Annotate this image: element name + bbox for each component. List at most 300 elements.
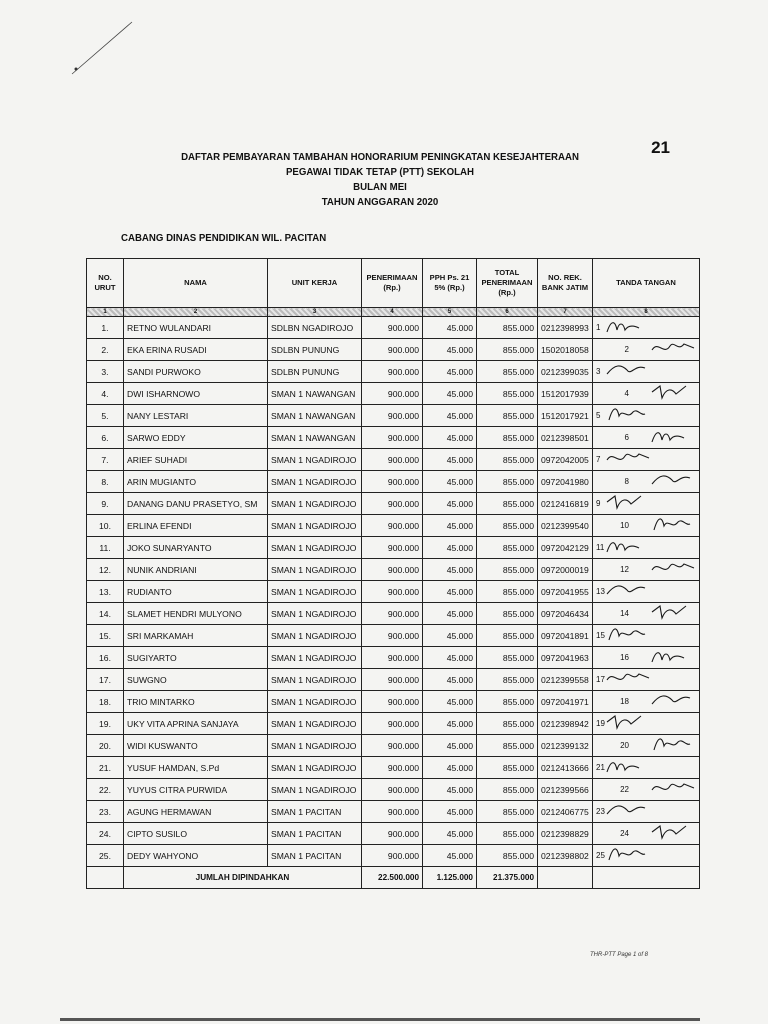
table-row	[87, 383, 700, 405]
row-nama: UKY VITA APRINA SANJAYA	[124, 713, 268, 735]
row-pph: 45.000	[423, 559, 477, 581]
row-nama: SANDI PURWOKO	[124, 361, 268, 383]
row-penerimaan: 900.000	[362, 405, 423, 427]
table-body	[87, 317, 700, 867]
total-spacer	[593, 867, 700, 889]
column-index: 7	[538, 308, 593, 317]
signature-number: 10	[620, 521, 629, 530]
signature-cell	[593, 537, 700, 559]
row-number: 23.	[87, 801, 124, 823]
total-label: JUMLAH DIPINDAHKAN	[124, 867, 362, 889]
row-rekening: 0212398829	[538, 823, 593, 845]
row-nama: TRIO MINTARKO	[124, 691, 268, 713]
row-number: 11.	[87, 537, 124, 559]
row-total: 855.000	[477, 317, 538, 339]
table-row	[87, 713, 700, 735]
row-nama: SUWGNO	[124, 669, 268, 691]
row-total: 855.000	[477, 471, 538, 493]
row-total: 855.000	[477, 735, 538, 757]
row-unit-kerja: SDLBN PUNUNG	[268, 361, 362, 383]
table-row	[87, 801, 700, 823]
row-number: 1.	[87, 317, 124, 339]
row-number: 6.	[87, 427, 124, 449]
row-number: 14.	[87, 603, 124, 625]
row-pph: 45.000	[423, 493, 477, 515]
row-total: 855.000	[477, 383, 538, 405]
column-index: 2	[124, 308, 268, 317]
column-index: 8	[593, 308, 700, 317]
row-rekening: 0212416819	[538, 493, 593, 515]
row-nama: SRI MARKAMAH	[124, 625, 268, 647]
row-nama: EKA ERINA RUSADI	[124, 339, 268, 361]
row-number: 10.	[87, 515, 124, 537]
pen-stroke-mark	[70, 18, 140, 78]
row-rekening: 0972041971	[538, 691, 593, 713]
row-number: 4.	[87, 383, 124, 405]
table-row	[87, 779, 700, 801]
row-rekening: 1512017939	[538, 383, 593, 405]
handwritten-signature	[605, 846, 651, 864]
signature-cell	[593, 515, 700, 537]
row-pph: 45.000	[423, 405, 477, 427]
row-penerimaan: 900.000	[362, 845, 423, 867]
row-penerimaan: 900.000	[362, 339, 423, 361]
row-rekening: 0212399132	[538, 735, 593, 757]
row-nama: CIPTO SUSILO	[124, 823, 268, 845]
handwritten-signature	[605, 758, 651, 776]
total-pph: 1.125.000	[423, 867, 477, 889]
row-nama: ARIEF SUHADI	[124, 449, 268, 471]
signature-cell	[593, 823, 700, 845]
handwritten-signature	[605, 802, 651, 820]
row-total: 855.000	[477, 427, 538, 449]
table-row	[87, 405, 700, 427]
header-no-rek: NO. REK. BANK JATIM	[538, 259, 593, 308]
row-rekening: 0972041963	[538, 647, 593, 669]
table-row	[87, 691, 700, 713]
row-nama: YUSUF HAMDAN, S.Pd	[124, 757, 268, 779]
handwritten-signature	[650, 340, 696, 358]
table-row	[87, 669, 700, 691]
row-pph: 45.000	[423, 735, 477, 757]
signature-number: 2	[624, 345, 629, 354]
row-nama: WIDI KUSWANTO	[124, 735, 268, 757]
row-nama: ARIN MUGIANTO	[124, 471, 268, 493]
row-rekening: 0972041980	[538, 471, 593, 493]
signature-number: 9	[596, 499, 601, 508]
row-penerimaan: 900.000	[362, 581, 423, 603]
handwritten-signature	[605, 626, 651, 644]
row-penerimaan: 900.000	[362, 537, 423, 559]
handwritten-signature	[605, 406, 651, 424]
signature-number: 20	[620, 741, 629, 750]
handwritten-signature	[650, 384, 696, 402]
row-nama: SUGIYARTO	[124, 647, 268, 669]
row-penerimaan: 900.000	[362, 559, 423, 581]
row-pph: 45.000	[423, 361, 477, 383]
signature-number: 4	[624, 389, 629, 398]
row-rekening: 0212398993	[538, 317, 593, 339]
row-penerimaan: 900.000	[362, 471, 423, 493]
row-number: 9.	[87, 493, 124, 515]
row-unit-kerja: SDLBN NGADIROJO	[268, 317, 362, 339]
row-number: 25.	[87, 845, 124, 867]
row-unit-kerja: SDLBN PUNUNG	[268, 339, 362, 361]
table-row	[87, 493, 700, 515]
row-penerimaan: 900.000	[362, 317, 423, 339]
table-row	[87, 361, 700, 383]
row-total: 855.000	[477, 515, 538, 537]
row-nama: AGUNG HERMAWAN	[124, 801, 268, 823]
row-total: 855.000	[477, 691, 538, 713]
header-no-urut: NO. URUT	[87, 259, 124, 308]
signature-number: 1	[596, 323, 601, 332]
row-rekening: 0972042005	[538, 449, 593, 471]
row-number: 22.	[87, 779, 124, 801]
table-row	[87, 427, 700, 449]
row-unit-kerja: SMAN 1 NAWANGAN	[268, 405, 362, 427]
total-penerimaan: 22.500.000	[362, 867, 423, 889]
row-unit-kerja: SMAN 1 NGADIROJO	[268, 449, 362, 471]
row-penerimaan: 900.000	[362, 647, 423, 669]
row-unit-kerja: SMAN 1 NAWANGAN	[268, 427, 362, 449]
row-unit-kerja: SMAN 1 PACITAN	[268, 845, 362, 867]
signature-cell	[593, 317, 700, 339]
row-rekening: 0212399558	[538, 669, 593, 691]
handwritten-signature	[605, 670, 651, 688]
row-penerimaan: 900.000	[362, 779, 423, 801]
row-penerimaan: 900.000	[362, 361, 423, 383]
row-nama: NANY LESTARI	[124, 405, 268, 427]
signature-number: 18	[620, 697, 629, 706]
header-nama: NAMA	[124, 259, 268, 308]
row-rekening: 0212399540	[538, 515, 593, 537]
row-pph: 45.000	[423, 647, 477, 669]
signature-number: 5	[596, 411, 601, 420]
header-unit-kerja: UNIT KERJA	[268, 259, 362, 308]
row-penerimaan: 900.000	[362, 383, 423, 405]
row-pph: 45.000	[423, 757, 477, 779]
table-row	[87, 339, 700, 361]
row-pph: 45.000	[423, 691, 477, 713]
footer-page-reference: THR-PTT Page 1 of 8	[590, 952, 649, 958]
row-total: 855.000	[477, 493, 538, 515]
row-number: 13.	[87, 581, 124, 603]
header-pph: PPH Ps. 21 5% (Rp.)	[423, 259, 477, 308]
row-rekening: 0212399566	[538, 779, 593, 801]
signature-cell	[593, 801, 700, 823]
row-rekening: 1512017921	[538, 405, 593, 427]
table-row	[87, 647, 700, 669]
signature-cell	[593, 779, 700, 801]
row-rekening: 0212406775	[538, 801, 593, 823]
table-row	[87, 559, 700, 581]
row-pph: 45.000	[423, 537, 477, 559]
table-row	[87, 823, 700, 845]
header-tanda-tangan: TANDA TANGAN	[593, 259, 700, 308]
row-penerimaan: 900.000	[362, 625, 423, 647]
row-rekening: 0212398501	[538, 427, 593, 449]
row-unit-kerja: SMAN 1 NGADIROJO	[268, 471, 362, 493]
row-rekening: 0972042129	[538, 537, 593, 559]
signature-cell	[593, 493, 700, 515]
row-unit-kerja: SMAN 1 NGADIROJO	[268, 713, 362, 735]
payment-table	[86, 258, 700, 889]
row-penerimaan: 900.000	[362, 801, 423, 823]
row-unit-kerja: SMAN 1 NGADIROJO	[268, 537, 362, 559]
row-unit-kerja: SMAN 1 NGADIROJO	[268, 559, 362, 581]
row-number: 20.	[87, 735, 124, 757]
row-total: 855.000	[477, 845, 538, 867]
row-penerimaan: 900.000	[362, 603, 423, 625]
row-penerimaan: 900.000	[362, 823, 423, 845]
total-row	[87, 867, 700, 889]
column-index: 4	[362, 308, 423, 317]
row-nama: YUYUS CITRA PURWIDA	[124, 779, 268, 801]
row-number: 3.	[87, 361, 124, 383]
signature-number: 24	[620, 829, 629, 838]
row-total: 855.000	[477, 361, 538, 383]
column-index: 3	[268, 308, 362, 317]
row-nama: RETNO WULANDARI	[124, 317, 268, 339]
row-number: 17.	[87, 669, 124, 691]
row-pph: 45.000	[423, 603, 477, 625]
header-penerimaan: PENERIMAAN (Rp.)	[362, 259, 423, 308]
row-pph: 45.000	[423, 845, 477, 867]
row-rekening: 0972000019	[538, 559, 593, 581]
row-nama: SARWO EDDY	[124, 427, 268, 449]
handwritten-signature	[650, 604, 696, 622]
signature-cell	[593, 625, 700, 647]
row-number: 8.	[87, 471, 124, 493]
row-unit-kerja: SMAN 1 PACITAN	[268, 823, 362, 845]
signature-cell	[593, 471, 700, 493]
row-penerimaan: 900.000	[362, 669, 423, 691]
title-line: DAFTAR PEMBAYARAN TAMBAHAN HONORARIUM PENINGKATAN KESEJAHTERAAN	[181, 151, 579, 163]
table-row	[87, 603, 700, 625]
row-total: 855.000	[477, 823, 538, 845]
signature-number: 7	[596, 455, 601, 464]
handwritten-signature	[650, 472, 696, 490]
table-row	[87, 735, 700, 757]
document-title	[150, 150, 610, 210]
row-penerimaan: 900.000	[362, 691, 423, 713]
table-row	[87, 537, 700, 559]
signature-number: 8	[624, 477, 629, 486]
title-line: TAHUN ANGGARAN 2020	[321, 196, 439, 208]
row-unit-kerja: SMAN 1 NGADIROJO	[268, 779, 362, 801]
table-header-row	[87, 259, 700, 308]
row-pph: 45.000	[423, 427, 477, 449]
row-unit-kerja: SMAN 1 NGADIROJO	[268, 669, 362, 691]
table-row	[87, 845, 700, 867]
handwritten-signature	[650, 428, 696, 446]
signature-cell	[593, 669, 700, 691]
row-rekening: 0212413666	[538, 757, 593, 779]
total-spacer	[87, 867, 124, 889]
handwritten-signature	[605, 450, 651, 468]
signature-number: 19	[596, 719, 605, 728]
row-unit-kerja: SMAN 1 NGADIROJO	[268, 493, 362, 515]
row-total: 855.000	[477, 669, 538, 691]
row-rekening: 0972041891	[538, 625, 593, 647]
table-row	[87, 625, 700, 647]
row-penerimaan: 900.000	[362, 449, 423, 471]
row-nama: DWI ISHARNOWO	[124, 383, 268, 405]
row-unit-kerja: SMAN 1 NGADIROJO	[268, 735, 362, 757]
row-penerimaan: 900.000	[362, 515, 423, 537]
column-index: 6	[477, 308, 538, 317]
row-unit-kerja: SMAN 1 NGADIROJO	[268, 581, 362, 603]
row-total: 855.000	[477, 405, 538, 427]
row-penerimaan: 900.000	[362, 713, 423, 735]
signature-cell	[593, 427, 700, 449]
row-total: 855.000	[477, 647, 538, 669]
signature-cell	[593, 383, 700, 405]
row-rekening: 0212399035	[538, 361, 593, 383]
row-number: 15.	[87, 625, 124, 647]
handwritten-signature	[605, 714, 651, 732]
row-rekening: 0212398942	[538, 713, 593, 735]
signature-cell	[593, 339, 700, 361]
total-total: 21.375.000	[477, 867, 538, 889]
row-pph: 45.000	[423, 779, 477, 801]
signature-number: 13	[596, 587, 605, 596]
total-spacer	[538, 867, 593, 889]
signature-cell	[593, 757, 700, 779]
row-nama: DEDY WAHYONO	[124, 845, 268, 867]
row-pph: 45.000	[423, 383, 477, 405]
row-rekening: 0972041955	[538, 581, 593, 603]
row-nama: JOKO SUNARYANTO	[124, 537, 268, 559]
row-pph: 45.000	[423, 339, 477, 361]
handwritten-signature	[650, 516, 696, 534]
signature-cell	[593, 735, 700, 757]
handwritten-signature	[605, 538, 651, 556]
column-index-row	[87, 308, 700, 317]
handwritten-signature	[605, 494, 651, 512]
row-unit-kerja: SMAN 1 NGADIROJO	[268, 515, 362, 537]
row-rekening: 1502018058	[538, 339, 593, 361]
row-total: 855.000	[477, 537, 538, 559]
signature-number: 6	[624, 433, 629, 442]
table-row	[87, 317, 700, 339]
page-number: 21	[651, 138, 670, 157]
signature-number: 22	[620, 785, 629, 794]
row-pph: 45.000	[423, 801, 477, 823]
signature-number: 17	[596, 675, 605, 684]
title-line: PEGAWAI TIDAK TETAP (PTT) SEKOLAH	[285, 166, 475, 178]
row-nama: RUDIANTO	[124, 581, 268, 603]
column-index: 5	[423, 308, 477, 317]
signature-cell	[593, 449, 700, 471]
row-unit-kerja: SMAN 1 NGADIROJO	[268, 647, 362, 669]
signature-number: 12	[620, 565, 629, 574]
row-nama: NUNIK ANDRIANI	[124, 559, 268, 581]
row-total: 855.000	[477, 757, 538, 779]
row-pph: 45.000	[423, 449, 477, 471]
handwritten-signature	[605, 318, 651, 336]
signature-number: 15	[596, 631, 605, 640]
row-unit-kerja: SMAN 1 NGADIROJO	[268, 691, 362, 713]
signature-cell	[593, 691, 700, 713]
row-number: 7.	[87, 449, 124, 471]
table-row	[87, 471, 700, 493]
table-row	[87, 449, 700, 471]
row-pph: 45.000	[423, 625, 477, 647]
row-total: 855.000	[477, 779, 538, 801]
signature-cell	[593, 603, 700, 625]
row-pph: 45.000	[423, 471, 477, 493]
row-number: 16.	[87, 647, 124, 669]
row-penerimaan: 900.000	[362, 493, 423, 515]
row-number: 2.	[87, 339, 124, 361]
handwritten-signature	[650, 648, 696, 666]
row-penerimaan: 900.000	[362, 735, 423, 757]
row-pph: 45.000	[423, 515, 477, 537]
handwritten-signature	[650, 560, 696, 578]
row-nama: SLAMET HENDRI MULYONO	[124, 603, 268, 625]
row-total: 855.000	[477, 713, 538, 735]
handwritten-signature	[650, 736, 696, 754]
column-index: 1	[87, 308, 124, 317]
header-total-penerimaan: TOTAL PENERIMAAN (Rp.)	[477, 259, 538, 308]
row-penerimaan: 900.000	[362, 757, 423, 779]
table-row	[87, 515, 700, 537]
handwritten-signature	[605, 362, 651, 380]
handwritten-signature	[650, 824, 696, 842]
row-number: 18.	[87, 691, 124, 713]
signature-cell	[593, 647, 700, 669]
scan-edge-strip	[60, 1018, 700, 1021]
row-unit-kerja: SMAN 1 NGADIROJO	[268, 603, 362, 625]
title-line: BULAN MEI	[353, 181, 407, 193]
row-total: 855.000	[477, 603, 538, 625]
signature-cell	[593, 559, 700, 581]
row-total: 855.000	[477, 581, 538, 603]
row-number: 5.	[87, 405, 124, 427]
row-total: 855.000	[477, 559, 538, 581]
row-unit-kerja: SMAN 1 PACITAN	[268, 801, 362, 823]
row-unit-kerja: SMAN 1 NGADIROJO	[268, 625, 362, 647]
signature-number: 3	[596, 367, 601, 376]
row-rekening: 0212398802	[538, 845, 593, 867]
row-number: 12.	[87, 559, 124, 581]
row-total: 855.000	[477, 449, 538, 471]
handwritten-signature	[605, 582, 651, 600]
row-total: 855.000	[477, 801, 538, 823]
row-nama: DANANG DANU PRASETYO, SM	[124, 493, 268, 515]
signature-number: 16	[620, 653, 629, 662]
row-rekening: 0972046434	[538, 603, 593, 625]
signature-number: 23	[596, 807, 605, 816]
table-row	[87, 757, 700, 779]
row-unit-kerja: SMAN 1 NGADIROJO	[268, 757, 362, 779]
signature-cell	[593, 845, 700, 867]
branch-office-label: CABANG DINAS PENDIDIKAN WIL. PACITAN	[121, 232, 327, 244]
row-pph: 45.000	[423, 713, 477, 735]
table-row	[87, 581, 700, 603]
signature-number: 14	[620, 609, 629, 618]
handwritten-signature	[650, 780, 696, 798]
signature-number: 21	[596, 763, 605, 772]
row-penerimaan: 900.000	[362, 427, 423, 449]
signature-number: 11	[596, 543, 605, 552]
row-number: 24.	[87, 823, 124, 845]
row-pph: 45.000	[423, 669, 477, 691]
signature-cell	[593, 361, 700, 383]
row-pph: 45.000	[423, 823, 477, 845]
